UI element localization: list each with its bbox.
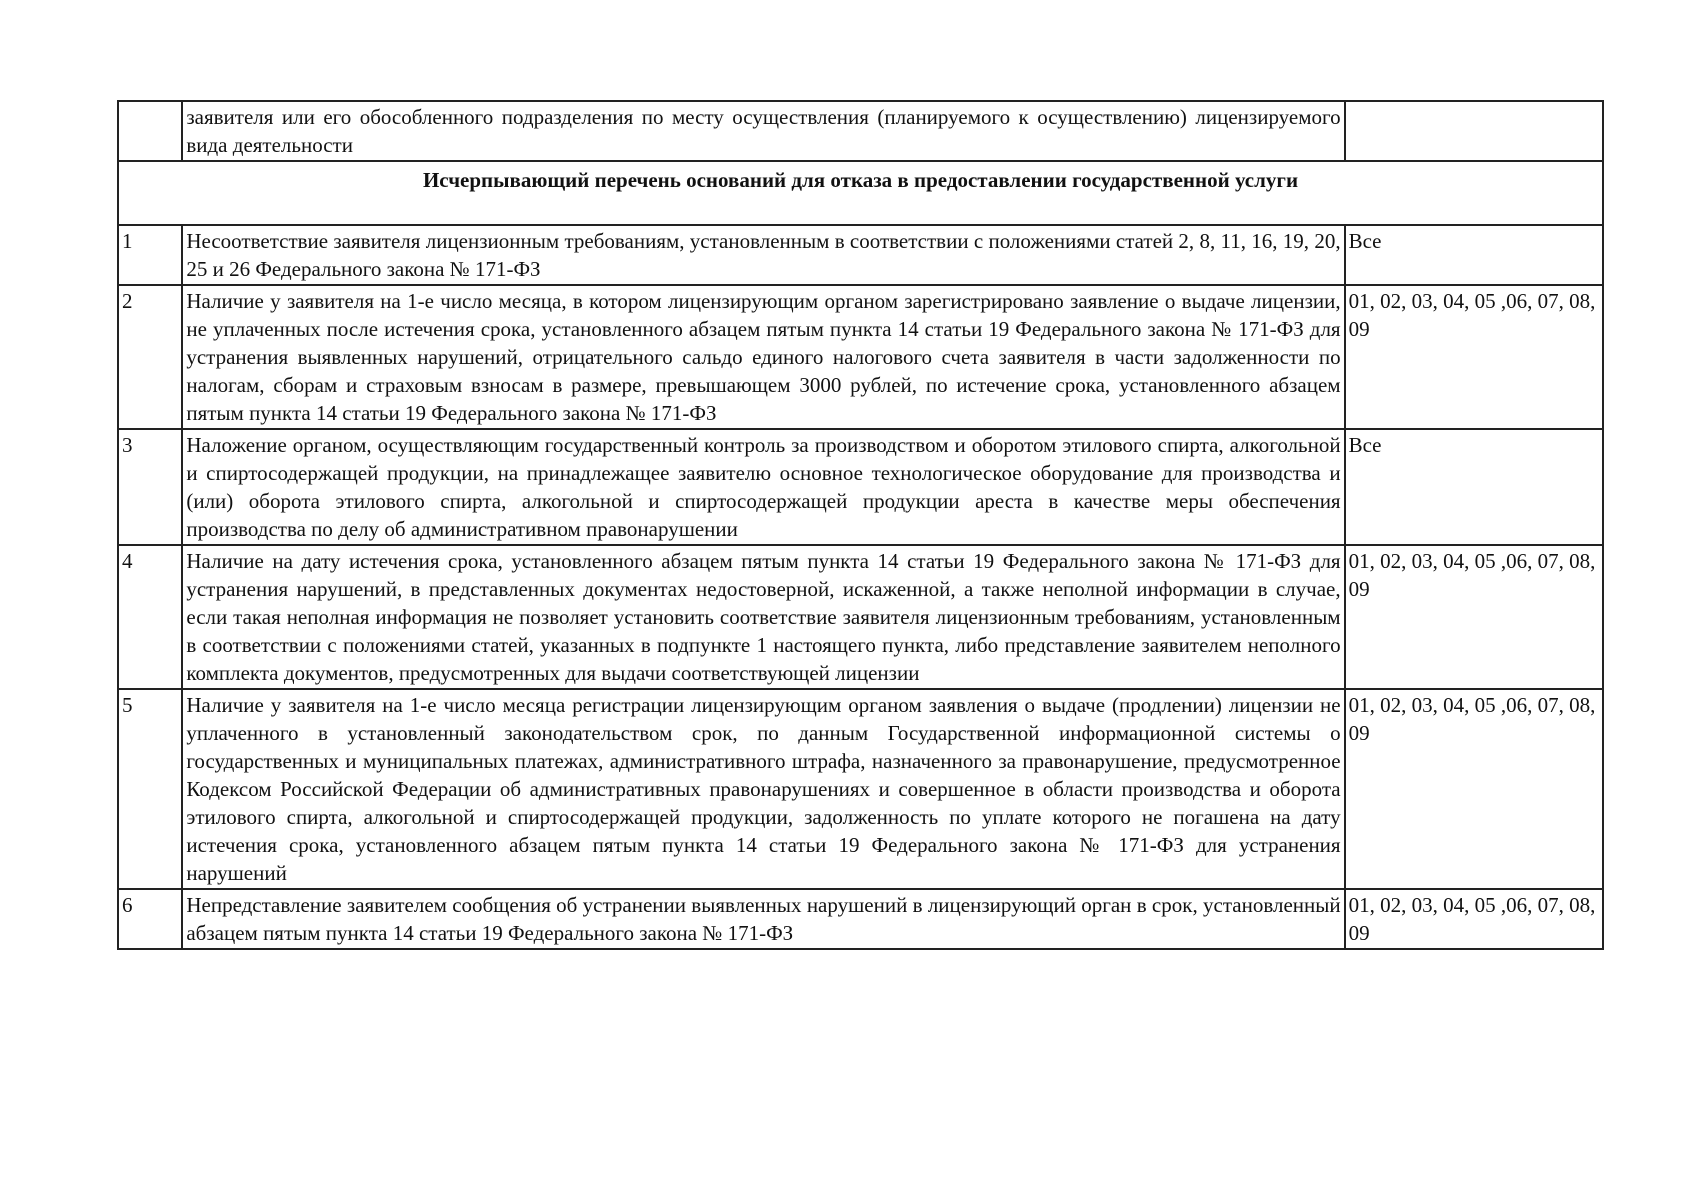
row-codes: 01, 02, 03, 04, 05 ,06, 07, 08, 09 xyxy=(1345,689,1603,889)
row-codes: Все xyxy=(1345,225,1603,285)
row-text: заявителя или его обособленного подразделения по месту осуществления (планируемого к осуществлению) лицензируемого вида деятельности xyxy=(182,101,1344,161)
row-text: Непредставление заявителем сообщения об устранении выявленных нарушений в лицензирующий орган в срок, установленный абзацем пятым пункта 14 статьи 19 Федерального закона № 171-ФЗ xyxy=(182,889,1344,949)
row-codes: 01, 02, 03, 04, 05 ,06, 07, 08, 09 xyxy=(1345,545,1603,689)
row-number: 3 xyxy=(118,429,182,545)
row-text: Наличие у заявителя на 1-е число месяца регистрации лицензирующим органом заявления о выдаче (продлении) лицензии не уплаченного в установленный законодательством срок, по данным Государственной информационной системы о государственных и муниципальных платежах, административного штрафа, назначенного за правонарушение, предусмотренное Кодексом Российской Федерации об административных правонарушениях и совершенное в области производства и оборота этилового спирта, алкогольной и спиртосодержащей продукции, задолженность по уплате которого не погашена на дату истечения срока, установленного абзацем пятым пункта 14 статьи 19 Федерального закона № 171-ФЗ для устранения нарушений xyxy=(182,689,1344,889)
table-row xyxy=(118,225,1603,285)
row-text: Наличие у заявителя на 1-е число месяца, в котором лицензирующим органом зарегистрировано заявление о выдаче лицензии, не уплаченных после истечения срока, установленного абзацем пятым пункта 14 статьи 19 Федерального закона № 171-ФЗ для устранения выявленных нарушений, отрицательного сальдо единого налогового счета заявителя в части задолженности по налогам, сборам и страховым взносам в размере, превышающем 3000 рублей, по истечение срока, установленного абзацем пятым пункта 14 статьи 19 Федерального закона № 171-ФЗ xyxy=(182,285,1344,429)
row-number xyxy=(118,101,182,161)
row-number: 1 xyxy=(118,225,182,285)
section-header-row xyxy=(118,161,1603,225)
table-row xyxy=(118,689,1603,889)
section-header: Исчерпывающий перечень оснований для отказа в предоставлении государственной услуги xyxy=(118,161,1603,225)
row-number: 6 xyxy=(118,889,182,949)
row-codes: 01, 02, 03, 04, 05 ,06, 07, 08, 09 xyxy=(1345,889,1603,949)
row-text: Наложение органом, осуществляющим государственный контроль за производством и оборотом этилового спирта, алкогольной и спиртосодержащей продукции, на принадлежащее заявителю основное технологическое оборудование для производства и (или) оборота этилового спирта, алкогольной и спиртосодержащей продукции ареста в качестве меры обеспечения производства по делу об административном правонарушении xyxy=(182,429,1344,545)
row-codes xyxy=(1345,101,1603,161)
continuation-row xyxy=(118,101,1603,161)
row-number: 4 xyxy=(118,545,182,689)
table-row xyxy=(118,889,1603,949)
table-row xyxy=(118,285,1603,429)
row-text: Несоответствие заявителя лицензионным требованиям, установленным в соответствии с положениями статей 2, 8, 11, 16, 19, 20, 25 и 26 Федерального закона № 171-ФЗ xyxy=(182,225,1344,285)
table-row xyxy=(118,545,1603,689)
row-codes: Все xyxy=(1345,429,1603,545)
row-number: 5 xyxy=(118,689,182,889)
table-row xyxy=(118,429,1603,545)
refusal-grounds-table xyxy=(117,100,1604,950)
row-codes: 01, 02, 03, 04, 05 ,06, 07, 08, 09 xyxy=(1345,285,1603,429)
row-number: 2 xyxy=(118,285,182,429)
row-text: Наличие на дату истечения срока, установленного абзацем пятым пункта 14 статьи 19 Федерального закона № 171-ФЗ для устранения нарушений, в представленных документах недостоверной, искаженной, а также неполной информации в случае, если такая неполная информация не позволяет установить соответствие заявителя лицензионным требованиям, установленным в соответствии с положениями статей, указанных в подпункте 1 настоящего пункта, либо представление заявителем неполного комплекта документов, предусмотренных для выдачи соответствующей лицензии xyxy=(182,545,1344,689)
